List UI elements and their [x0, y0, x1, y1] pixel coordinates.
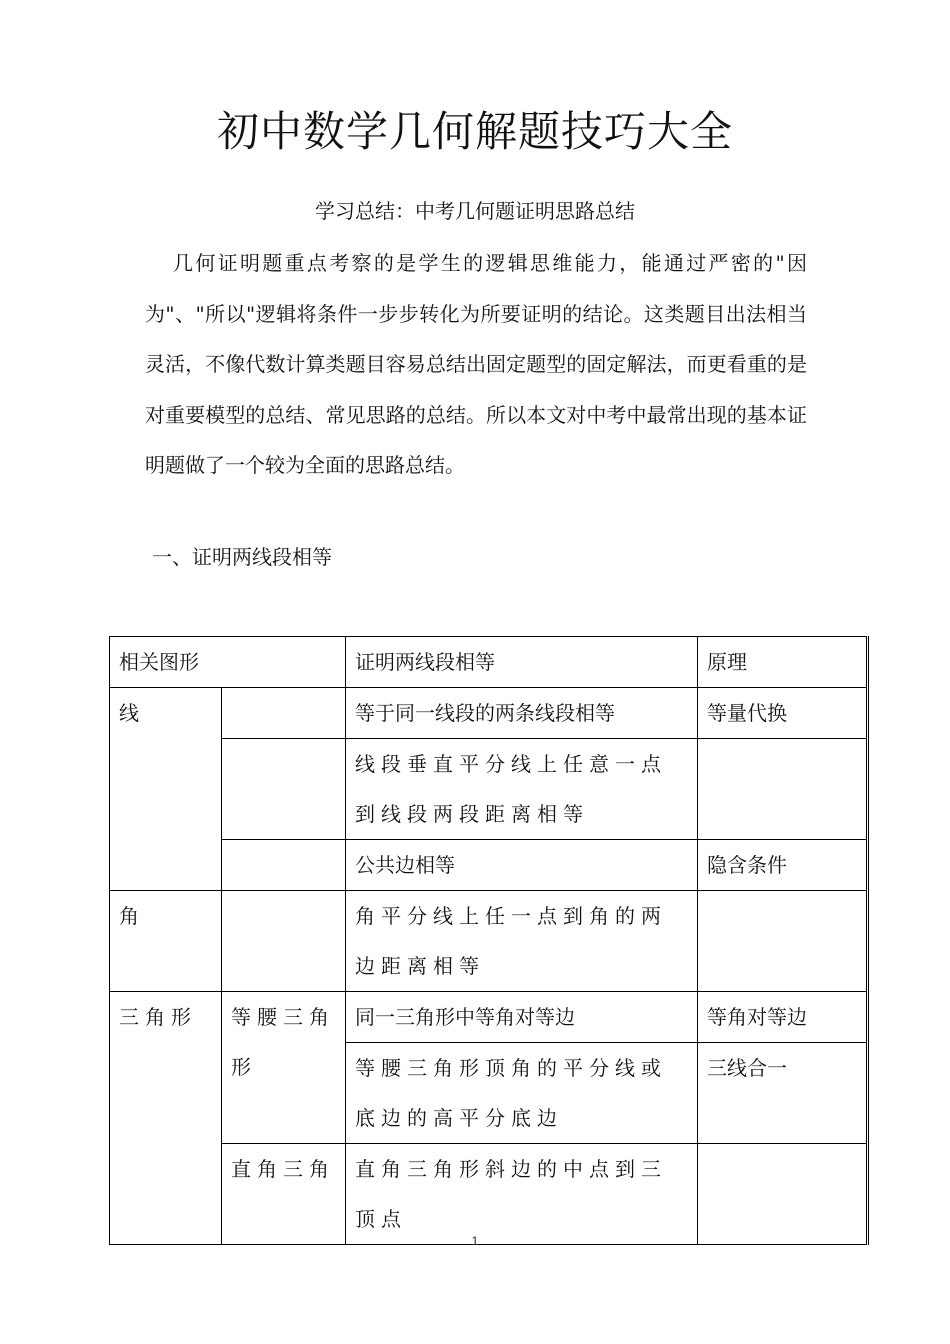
method-cell: 等腰三角形顶角的平分线或底边的高平分底边	[346, 1043, 698, 1144]
principle-cell: 等角对等边	[698, 992, 868, 1043]
method-cell: 直角三角形斜边的中点到三顶点	[346, 1144, 698, 1245]
sub-cell: 等腰三角形	[222, 992, 346, 1144]
group-cell: 线	[110, 688, 222, 891]
sub-cell	[222, 891, 346, 992]
table-row	[110, 688, 868, 739]
table-row	[110, 739, 868, 840]
principle-cell	[698, 1144, 868, 1245]
principle-cell: 等量代换	[698, 688, 868, 739]
table-row	[110, 1144, 868, 1245]
intro-paragraph: 几何证明题重点考察的是学生的逻辑思维能力，能通过严密的"因为"、"所以"逻辑将条件一步步转化为所要证明的结论。这类题目出法相当灵活，不像代数计算类题目容易总结出固定题型的固定解法，而更看重的是对重要模型的总结、常见思路的总结。所以本文对中考中最常出现的基本证明题做了一个较为全面的思路总结。	[145, 251, 807, 477]
group-cell: 三角形	[110, 992, 222, 1245]
sub-cell: 直角三角	[222, 1144, 346, 1245]
principle-cell: 隐含条件	[698, 840, 868, 891]
method-cell: 线段垂直平分线上任意一点到线段两段距离相等	[346, 739, 698, 840]
principle-cell	[698, 891, 868, 992]
sub-cell	[222, 840, 346, 891]
table-row	[110, 840, 868, 891]
document-subtitle: 学习总结：中考几何题证明思路总结	[315, 199, 635, 223]
table-row	[110, 992, 868, 1043]
table-row	[110, 891, 868, 992]
table-header-row	[110, 637, 868, 688]
sub-cell	[222, 688, 346, 739]
method-cell: 等于同一线段的两条线段相等	[346, 688, 698, 739]
principle-cell	[698, 739, 868, 840]
document-title: 初中数学几何解题技巧大全	[216, 107, 733, 156]
header-figure: 相关图形	[110, 637, 346, 688]
method-cell: 同一三角形中等角对等边	[346, 992, 698, 1043]
group-cell: 角	[110, 891, 222, 992]
page-number: 1	[471, 1234, 479, 1248]
sub-cell	[222, 739, 346, 840]
method-cell: 角平分线上任一点到角的两边距离相等	[346, 891, 698, 992]
header-principle: 原理	[698, 637, 868, 688]
principle-cell: 三线合一	[698, 1043, 868, 1144]
method-cell: 公共边相等	[346, 840, 698, 891]
header-method: 证明两线段相等	[346, 637, 698, 688]
section-heading: 一、证明两线段相等	[152, 545, 332, 569]
proof-methods-table	[109, 636, 869, 1245]
